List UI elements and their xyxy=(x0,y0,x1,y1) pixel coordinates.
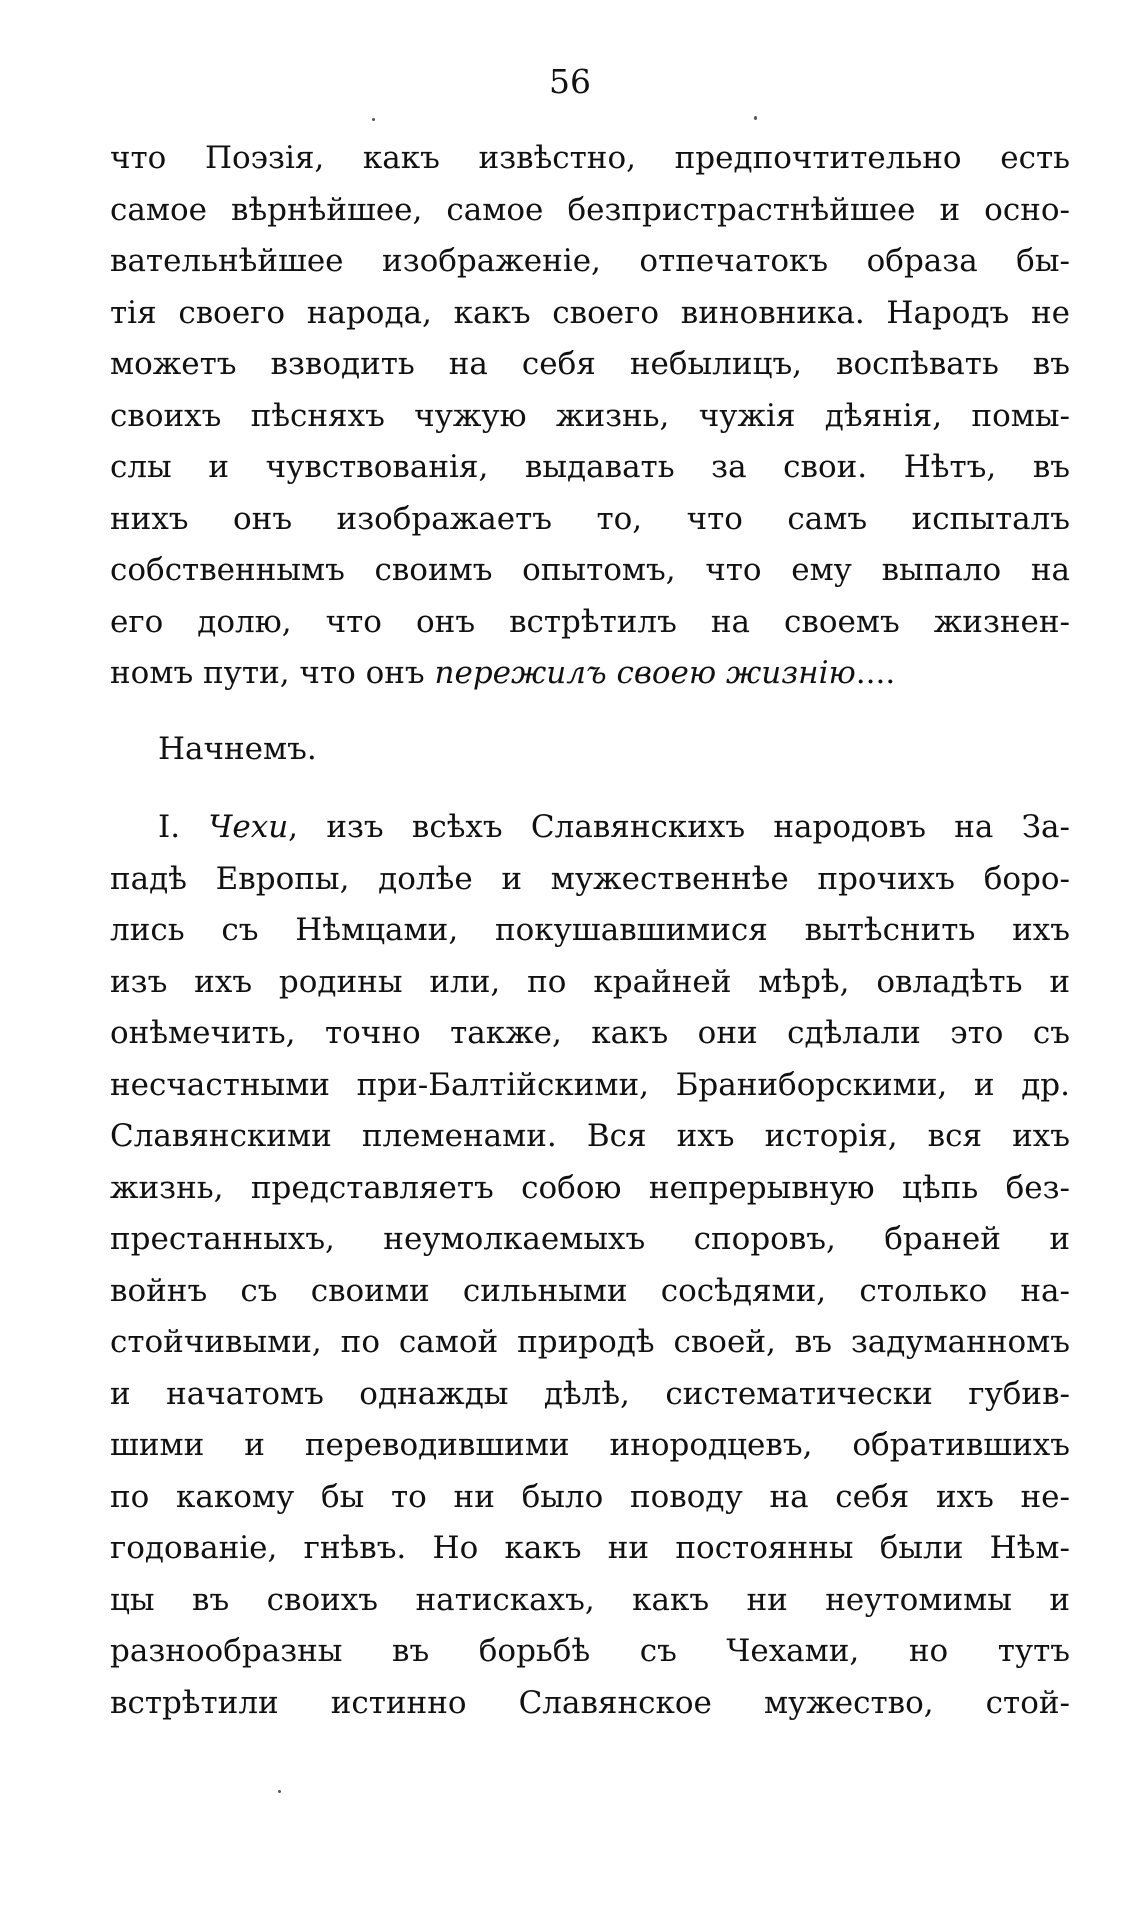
text-line: цы въ своихъ натискахъ, какъ ни неутомимы и xyxy=(110,1581,1070,1618)
text-line: слы и чувствованія, выдавать за свои. Нѣтъ, въ xyxy=(110,449,1070,485)
text-line: разнообразны въ борьбѣ съ Чехами, но тутъ xyxy=(110,1633,1070,1669)
text-line: собственнымъ своимъ опытомъ, что ему выпало на xyxy=(110,552,1070,588)
text-line-last xyxy=(110,648,1070,700)
text-line: встрѣтили истинно Славянское мужество, стой- xyxy=(110,1684,1070,1721)
text-line: нихъ онъ изображаетъ то, что самъ испыталъ xyxy=(110,500,1070,537)
text-line: что Поэзія, какъ извѣстно, предпочтительно есть xyxy=(110,140,1070,176)
text-line: и начатомъ однажды дѣлѣ, систематически губив- xyxy=(110,1375,1070,1412)
text-line: падѣ Европы, долѣе и мужественнѣе прочихъ боро- xyxy=(110,860,1070,897)
text-line: лись съ Нѣмцами, покушавшимися вытѣснить ихъ xyxy=(110,912,1070,948)
text-line: шими и переводившими инородцевъ, обратившихъ xyxy=(110,1427,1070,1463)
text-line-first xyxy=(110,802,1070,854)
text-line: несчастными при-Балтійскими, Бранибoрскими, и др. xyxy=(110,1066,1070,1103)
scan-speck xyxy=(372,118,375,121)
paragraph-1 xyxy=(110,133,1070,700)
text-line: своихъ пѣсняхъ чужую жизнь, чужія дѣянія, помы- xyxy=(110,397,1070,434)
text-line: можетъ взводить на себя небылицъ, воспѣвать въ xyxy=(110,346,1070,382)
text-line: Начнемъ. xyxy=(158,731,317,767)
page-number: 56 xyxy=(549,62,591,101)
text-line: онѣмечить, точно также, какъ они сдѣлали это съ xyxy=(110,1015,1070,1051)
text-line: годованіе, гнѣвъ. Но какъ ни постоянны были Нѣм- xyxy=(110,1530,1070,1566)
line-plain-text: номъ пути, что онъ xyxy=(110,655,435,691)
text-line: вательнѣйшее изображеніе, отпечатокъ образа бы- xyxy=(110,243,1070,279)
ellipsis: .... xyxy=(855,655,896,691)
paragraph-3 xyxy=(110,802,1070,1729)
section-number: I. xyxy=(158,809,209,845)
italic-phrase: пережилъ своею жизнію xyxy=(434,655,856,691)
scan-speck xyxy=(278,1790,281,1793)
text-line: жизнь, представляетъ собою непрерывную цѣпь без- xyxy=(110,1169,1070,1206)
text-line: войнъ съ своими сильными сосѣдями, столько на- xyxy=(110,1272,1070,1309)
text-line: его долю, что онъ встрѣтилъ на своемъ жизнен- xyxy=(110,603,1070,640)
text-line: самое вѣрнѣйшее, самое безпристрастнѣйшее и осно- xyxy=(110,191,1070,228)
scan-speck xyxy=(754,116,757,120)
italic-word: Чехи xyxy=(208,809,289,845)
paragraph-2 xyxy=(110,724,1070,776)
text-line: изъ ихъ родины или, по крайней мѣрѣ, овладѣть и xyxy=(110,963,1070,1000)
text-line: по какому бы то ни было поводу на себя ихъ не- xyxy=(110,1478,1070,1515)
text-line: стойчивыми, по самой природѣ своей, въ задуманномъ xyxy=(110,1324,1070,1360)
text-line: тія своего народа, какъ своего виновника. Народъ не xyxy=(110,294,1070,331)
line-rest-text: , изъ всѣхъ Славянскихъ народовъ на За- xyxy=(288,809,1070,845)
text-line: престанныхъ, неумолкаемыхъ споровъ, браней и xyxy=(110,1221,1070,1257)
text-line: Славянскими племенами. Вся ихъ исторія, вся ихъ xyxy=(110,1118,1070,1154)
